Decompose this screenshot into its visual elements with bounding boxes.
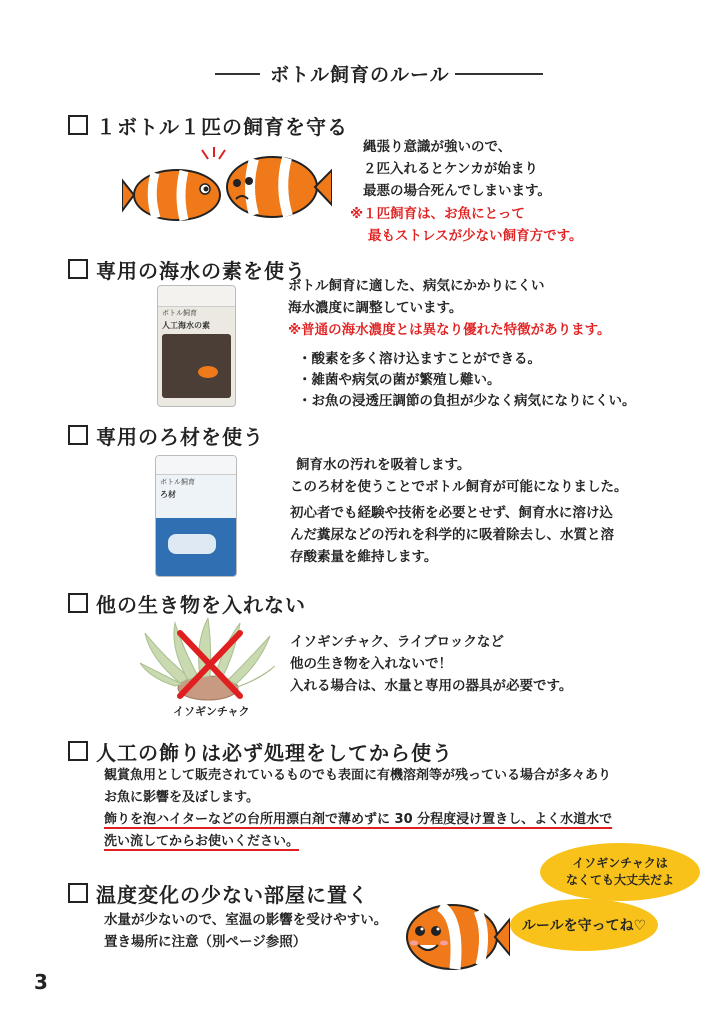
- rule-1-line-2: ２匹入れるとケンカが始まり: [363, 161, 538, 177]
- rule-4-text: [290, 631, 572, 697]
- two-clownfish-fighting-illustration: [122, 145, 332, 227]
- rule-1-line-1: 縄張り意識が強いので、: [363, 139, 512, 155]
- rule-3-line-4: んだ糞尿などの汚れを科学的に吸着除去し、水質と溶: [290, 527, 614, 543]
- rule-2-heading: 専用の海水の素を使う: [96, 259, 306, 283]
- rule-2-checkbox[interactable]: [68, 259, 88, 279]
- rule-2-line-2: 海水濃度に調整しています。: [288, 300, 463, 316]
- bubble-bottom-text: ルールを守ってね♡: [521, 918, 647, 934]
- title-rule-right: [455, 73, 543, 75]
- rule-2-note: ※普通の海水濃度とは異なり優れた特徴があります。: [288, 322, 611, 338]
- sea-anemone-crossed-out-illustration: [140, 618, 275, 708]
- rule-4-line-3: 入れる場合は、水量と専用の器具が必要です。: [290, 678, 573, 694]
- rule-6-line-1: 水量が少ないので、室温の影響を受けやすい。: [104, 912, 388, 928]
- rule-2-bullet-2: ・ 雑菌や病気の菌が繁殖し難い。: [298, 370, 636, 391]
- speech-bubble-keep-rules: [510, 899, 658, 951]
- bubble-top-line-1: イソギンチャクは: [572, 856, 668, 870]
- rule-6-checkbox[interactable]: [68, 883, 88, 903]
- rule-5-underlined-line-1: 飾りを泡ハイターなどの台所用漂白剤で薄めずに 30 分程度浸け置きし、よく水道水で: [104, 812, 613, 827]
- anger-mark-icon: [202, 147, 225, 159]
- rule-5-heading: 人工の飾りは必ず処理をしてから使う: [96, 741, 453, 765]
- clownfish-left-icon: [122, 170, 220, 220]
- rule-2-line-1: ボトル飼育に適した、病気にかかりにくい: [288, 278, 545, 294]
- rule-1-note-line-2: 最もストレスが少ない飼育方です。: [368, 228, 583, 244]
- page-header: [0, 58, 724, 88]
- title-rule-left: [215, 73, 260, 75]
- bubble-top-line-2: なくても大丈夫だよ: [565, 873, 674, 887]
- rule-3-heading: 専用のろ材を使う: [96, 425, 264, 449]
- rule-3-line-5: 存酸素量を維持します。: [290, 549, 438, 565]
- rule-6-heading: 温度変化の少ない部屋に置く: [96, 883, 369, 907]
- rule-1-checkbox[interactable]: [68, 115, 88, 135]
- rule-3-line-3: 初心者でも経験や技術を必要とせず、飼育水に溶け込: [290, 505, 613, 521]
- rule-1-text: [363, 136, 551, 202]
- filter-media-package-image: [155, 455, 237, 577]
- rule-4-line-1: イソギンチャク、ライブロックなど: [290, 634, 504, 650]
- rule-5-text: [104, 765, 612, 853]
- rule-1-line-3: 最悪の場合死んでしまいます。: [363, 183, 551, 199]
- rule-6-line-2: 置き場所に注意（別ページ参照）: [104, 934, 307, 950]
- filter-package-brand: ボトル飼育: [160, 478, 195, 486]
- page-number: 3: [34, 970, 48, 994]
- rule-5-underlined-line-2: 洗い流してからお使いください。: [104, 834, 300, 849]
- rule-5-checkbox[interactable]: [68, 741, 88, 761]
- rule-2-bullet-3: ・ お魚の浸透圧調節の負担が少なく病気になりにくい。: [298, 391, 636, 412]
- rule-5-line-1: 観賞魚用として販売されているものでも表面に有機溶剤等が残っている場合が多々あり: [104, 768, 612, 783]
- rule-1-note-line-1: ※１匹飼育は、お魚にとって: [350, 206, 525, 222]
- seawater-package-name: 人工海水の素: [162, 321, 210, 330]
- rule-3-text: [290, 454, 628, 498]
- rule-3-line-1: 飼育水の汚れを吸着します。: [296, 457, 471, 473]
- rule-3-checkbox[interactable]: [68, 425, 88, 445]
- clownfish-right-icon: [227, 157, 332, 217]
- filter-package-name: ろ材: [160, 490, 176, 499]
- clownfish-mascot-illustration: [400, 893, 510, 975]
- rule-2-bullet-1: ・ 酸素を多く溶け込ますことができる。: [298, 349, 636, 370]
- seawater-package-image: [157, 285, 236, 407]
- rule-4-line-2: 他の生き物を入れないで！: [290, 656, 452, 672]
- speech-bubble-anemone-ok: [540, 843, 700, 901]
- rule-2-bullet-list: [298, 349, 636, 412]
- rule-6-text: [104, 909, 387, 953]
- rule-3-text-2: [290, 502, 614, 568]
- rule-4-checkbox[interactable]: [68, 593, 88, 613]
- page-title: ボトル飼育のルール: [270, 64, 450, 86]
- seawater-package-brand: ボトル飼育: [162, 309, 197, 317]
- anemone-caption: イソギンチャク: [173, 705, 250, 718]
- rule-2-text: [288, 275, 611, 341]
- rule-5-line-2: お魚に影響を及ぼします。: [104, 790, 259, 805]
- clownfish-mascot-icon: [407, 905, 510, 969]
- rule-1-heading: １ボトル１匹の飼育を守る: [96, 115, 348, 139]
- rule-3-line-2: このろ材を使うことでボトル飼育が可能になりました。: [290, 479, 628, 495]
- rule-4-heading: 他の生き物を入れない: [96, 593, 306, 617]
- rule-1-note: [350, 203, 583, 247]
